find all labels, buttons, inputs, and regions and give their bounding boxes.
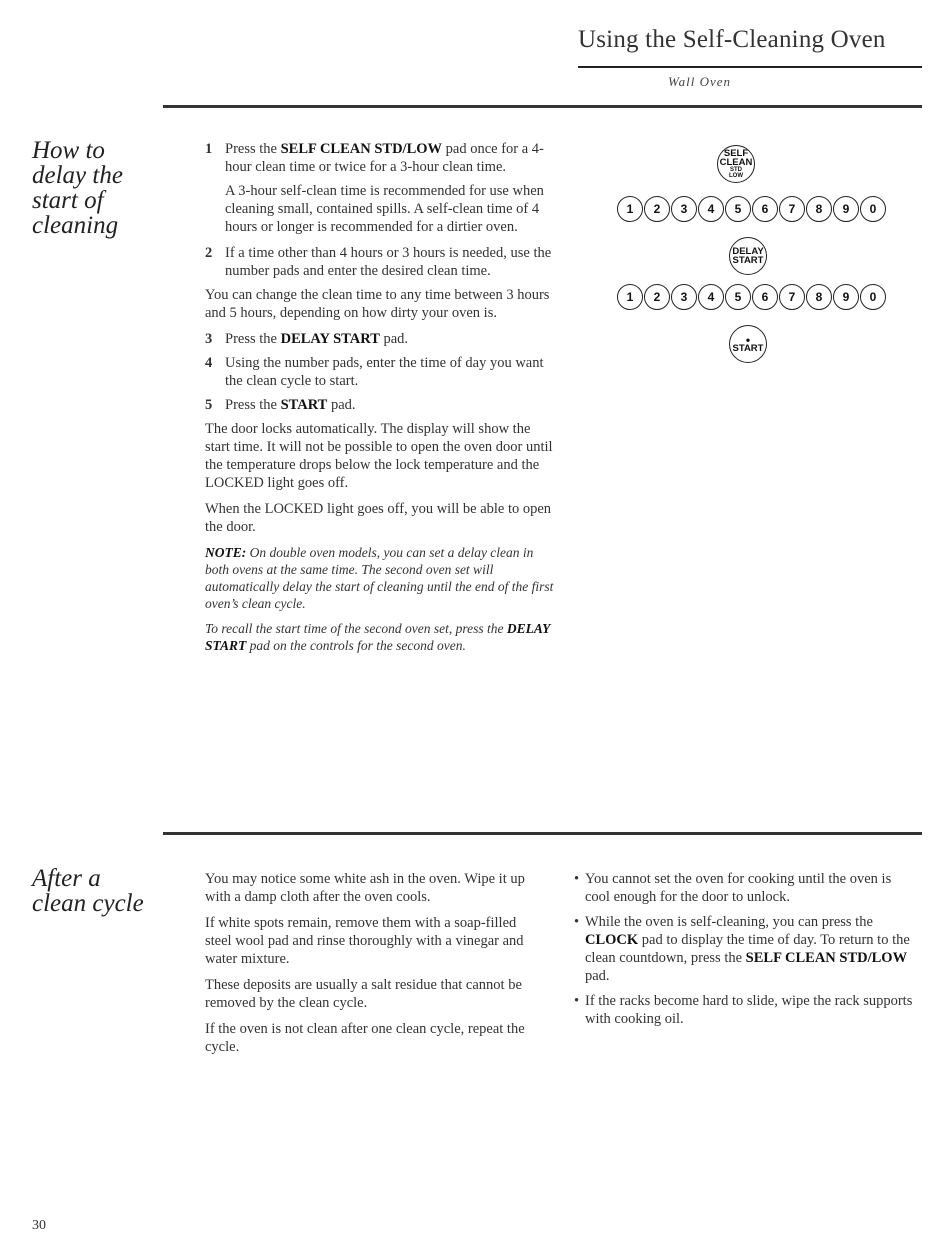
number-pad-key: 0 — [860, 284, 886, 310]
number-pad-key: 6 — [752, 284, 778, 310]
page-header-subtitle: Wall Oven — [668, 74, 732, 89]
step-text: If a time other than 4 hours or 3 hours is needed, use the number pads and enter the desired clean time. — [225, 245, 552, 279]
bullet-text: If the racks become hard to slide, wipe the rack supports with cooking oil. — [585, 993, 913, 1027]
door-lock-text: The door locks automatically. The display will show the start time. It will not be possible to open the oven door until the temperature drops below the lock temperature and the LOCKED light goes off. — [205, 421, 553, 491]
step-number: 4 — [205, 355, 213, 371]
heading-line: delay the — [32, 162, 123, 189]
step-text: pad. — [327, 397, 356, 413]
number-pad-key: 3 — [671, 196, 697, 222]
page-number: 30 — [32, 1218, 46, 1233]
heading-line: After a — [32, 865, 101, 892]
after-clean-column-right — [574, 870, 919, 1035]
repeat-cycle-text: If the oven is not clean after one clean cycle, repeat the cycle. — [205, 1021, 525, 1055]
section-divider-top — [163, 105, 922, 108]
section-heading-after-clean — [32, 866, 172, 916]
number-pad-key: 5 — [725, 196, 751, 222]
locked-light-text: When the LOCKED light goes off, you will be able to open the door. — [205, 501, 552, 535]
self-clean-label: SELF CLEAN STD/LOW — [280, 141, 443, 157]
step-5 — [205, 396, 557, 414]
ash-text: You may notice some white ash in the oven. Wipe it up with a damp cloth after the oven cools. — [205, 871, 525, 905]
bullet-marker: • — [574, 871, 580, 887]
step-3 — [205, 330, 557, 348]
header-rule — [578, 66, 922, 68]
step-text: pad once for a 4-hour clean time or twice for a 3-hour clean time. — [225, 141, 544, 175]
note-text: On double oven models, you can set a delay clean in both ovens at the same time. The second oven set will automatically delay the start of cleaning until the end of the first oven’s clean cycle. — [205, 545, 554, 611]
bullet-item — [574, 870, 919, 906]
step-2 — [205, 244, 557, 280]
after-clean-column-left — [205, 870, 535, 1064]
number-pad-key: 6 — [752, 196, 778, 222]
bullet-text: While the oven is self-cleaning, you can press the — [585, 914, 873, 930]
number-pad-key: 2 — [644, 196, 670, 222]
step-1 — [205, 140, 557, 176]
bullet-text: pad to display the time of day. To return to the clean countdown, press the — [585, 932, 910, 966]
section-divider-middle — [163, 832, 922, 835]
step-text: pad. — [379, 331, 409, 347]
self-clean-label: SELF CLEAN STD/LOW — [745, 950, 908, 966]
bullet-text: You cannot set the oven for cooking until the oven is cool enough for the door to unlock. — [585, 871, 892, 905]
step-text: Using the number pads, enter the time of day you want the clean cycle to start. — [225, 355, 544, 389]
clock-label: CLOCK — [585, 932, 639, 948]
step-number: 3 — [205, 331, 213, 347]
step-number: 5 — [205, 397, 213, 413]
number-pad-key: 4 — [698, 196, 724, 222]
bullet-item — [574, 992, 919, 1028]
bullet-marker: • — [574, 914, 580, 930]
heading-line: cleaning — [32, 212, 119, 239]
page-header-title: Using the Self-Cleaning Oven — [578, 26, 886, 53]
number-pad-key: 9 — [833, 196, 859, 222]
step-number: 1 — [205, 141, 213, 157]
start-pad — [729, 325, 767, 363]
note-label: NOTE: — [205, 545, 247, 560]
step-text: Press the — [225, 141, 281, 157]
number-pad-key: 8 — [806, 284, 832, 310]
bullet-item — [574, 913, 919, 985]
number-pad-key: 9 — [833, 284, 859, 310]
delay-start-label: DELAY START — [205, 621, 550, 653]
step-4 — [205, 354, 557, 390]
pad-label: DELAY — [732, 246, 764, 257]
pad-label: START — [732, 342, 764, 354]
deposits-text: These deposits are usually a salt residue that cannot be removed by the clean cycle. — [205, 977, 522, 1011]
delay-start-pad — [729, 237, 767, 275]
bullet-marker: • — [574, 993, 580, 1009]
step-text: Press the — [225, 331, 281, 347]
note-text: pad on the controls for the second oven. — [246, 638, 466, 653]
heading-line: How to — [32, 137, 105, 164]
double-oven-note — [205, 544, 557, 612]
number-pad-key: 8 — [806, 196, 832, 222]
number-pad-row — [617, 284, 886, 310]
pad-label: CLEAN — [719, 157, 753, 168]
pad-label: STD — [730, 167, 742, 173]
delay-start-label: DELAY START — [280, 331, 380, 347]
number-pad-key: 7 — [779, 196, 805, 222]
number-pad-row — [617, 196, 886, 222]
number-pad-key: 2 — [644, 284, 670, 310]
section-heading-delay-start — [32, 138, 162, 238]
self-clean-pad — [717, 145, 755, 183]
heading-line: start of — [32, 187, 104, 214]
number-pad-key: 3 — [671, 284, 697, 310]
number-pad-key: 0 — [860, 196, 886, 222]
step-text: Press the — [225, 397, 281, 413]
pad-label: SELF — [723, 148, 749, 159]
number-pad-key: 5 — [725, 284, 751, 310]
bullet-text: pad. — [585, 968, 610, 984]
pad-indicator-dot: • — [745, 332, 751, 347]
number-pad-key: 1 — [617, 284, 643, 310]
number-pad-key: 7 — [779, 284, 805, 310]
recall-note — [205, 620, 557, 654]
delay-start-instructions — [205, 140, 557, 662]
start-label: START — [280, 397, 328, 413]
note-text: To recall the start time of the second oven set, press the — [205, 621, 507, 636]
number-pad-key: 4 — [698, 284, 724, 310]
white-spots-text: If white spots remain, remove them with a soap-filled steel wool pad and rinse thoroughly with a vinegar and water mixture. — [205, 915, 524, 967]
number-pad-key: 1 — [617, 196, 643, 222]
pad-label: LOW — [729, 173, 743, 179]
clean-time-range-text: You can change the clean time to any time between 3 hours and 5 hours, depending on how dirty your oven is. — [205, 287, 550, 321]
heading-line: clean cycle — [32, 890, 144, 917]
pad-label: START — [732, 255, 764, 266]
step-1-note: A 3-hour self-clean time is recommended for use when cleaning small, contained spills. A self-clean time of 4 hours or longer is recommended for a dirtier oven. — [225, 183, 544, 235]
step-number: 2 — [205, 245, 213, 261]
